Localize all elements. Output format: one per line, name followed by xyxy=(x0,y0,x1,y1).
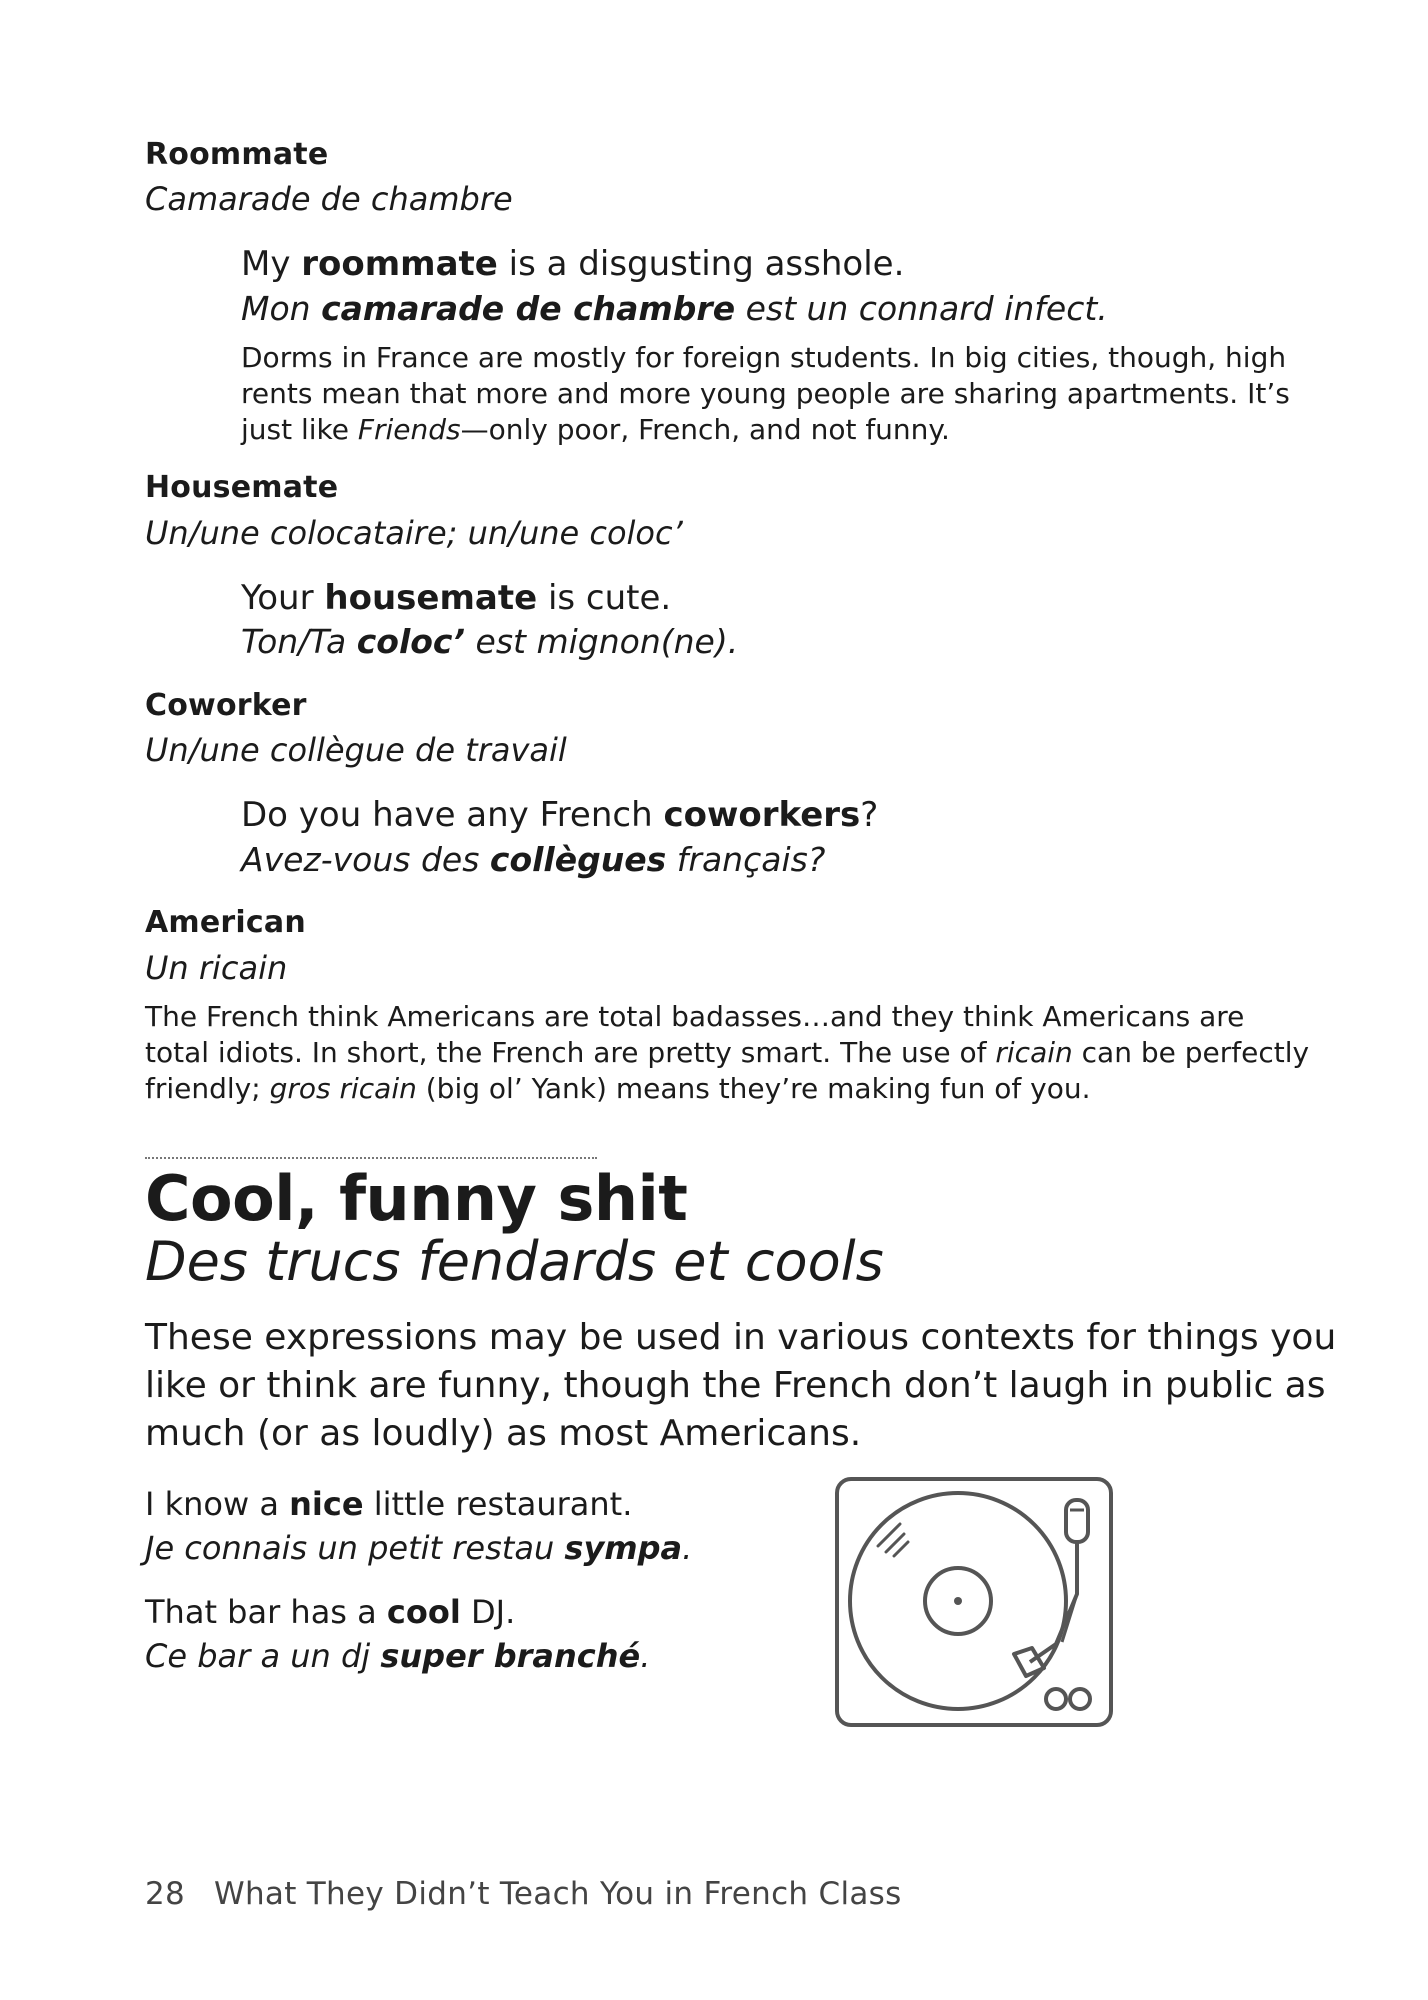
entry-translation: Un ricain xyxy=(145,949,288,987)
section-intro: These expressions may be used in various contexts for things you like or think are funny, though the French don’t laugh in public as much (or as loudly) as most Americans. xyxy=(145,1317,1337,1454)
entry-translation: Un/une colocataire; un/une coloc’ xyxy=(145,514,683,552)
example-english: I know a nice little restaurant. xyxy=(145,1485,633,1523)
entry-translation: Un/une collègue de travail xyxy=(145,731,567,769)
turntable-icon xyxy=(834,1476,1114,1728)
example-french: Mon camarade de chambre est un connard infect. xyxy=(241,289,1108,328)
page-number: 28 xyxy=(145,1876,186,1912)
example-english: Your housemate is cute. xyxy=(241,578,672,618)
entry-term: Roommate xyxy=(145,137,329,172)
entry-term: American xyxy=(145,905,306,940)
section-title-french: Des trucs fendards et cools xyxy=(145,1230,884,1293)
entry-translation: Camarade de chambre xyxy=(145,180,513,218)
example-french: Ce bar a un dj super branché. xyxy=(145,1637,651,1675)
section-title: Cool, funny shit xyxy=(145,1162,688,1235)
example-french: Avez-vous des collègues français? xyxy=(241,840,826,879)
entry-note: Dorms in France are mostly for foreign students. In big cities, though, high rents mean that more and more young people are sharing apartments. It’s just like Friends—only poor, French, and not funny. xyxy=(241,341,1290,446)
section-divider xyxy=(145,1157,597,1159)
example-english: That bar has a cool DJ. xyxy=(145,1593,516,1631)
example-english: Do you have any French coworkers? xyxy=(241,795,879,835)
running-footer-title: What They Didn’t Teach You in French Class xyxy=(214,1876,902,1912)
example-french: Je connais un petit restau sympa. xyxy=(145,1529,693,1567)
example-english: My roommate is a disgusting asshole. xyxy=(241,244,905,284)
entry-term: Coworker xyxy=(145,688,307,723)
entry-term: Housemate xyxy=(145,470,339,505)
entry-note: The French think Americans are total badasses…and they think Americans are total idiots. In short, the French are pretty smart. The use of ricain can be perfectly friendly; gros ricain (big ol’ Yank) means they’re making fun of you. xyxy=(145,1000,1310,1105)
example-french: Ton/Ta coloc’ est mignon(ne). xyxy=(241,622,739,661)
